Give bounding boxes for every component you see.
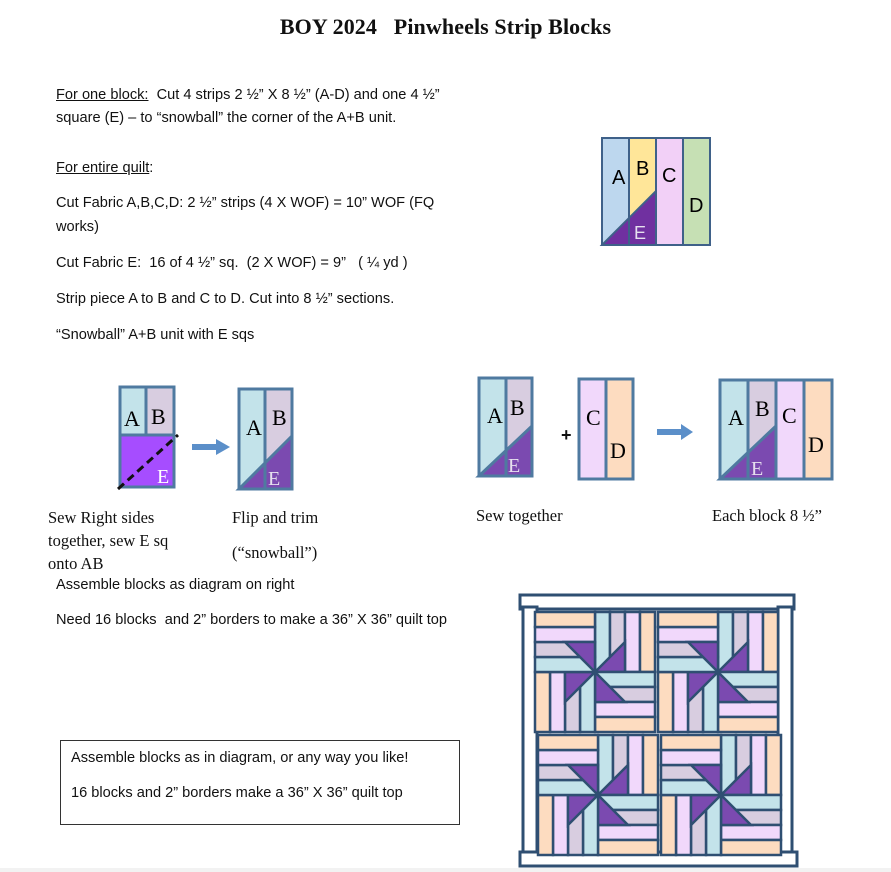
note-line2: 16 blocks and 2” borders make a 36” X 36” quilt top xyxy=(71,785,403,801)
entire-quilt-heading xyxy=(56,159,153,177)
step3-caption: Sew together xyxy=(476,506,563,525)
step2-caption-line1: Flip and trim xyxy=(232,508,319,527)
page-bottom-edge xyxy=(0,868,891,872)
step3-label-a: A xyxy=(487,403,503,428)
step1-diagram xyxy=(116,383,181,493)
step1-label-a: A xyxy=(124,406,140,431)
strip-piece-instruction: Strip piece A to B and C to D. Cut into 8 ½” sections. xyxy=(56,291,395,307)
step4-label-c: C xyxy=(782,403,797,428)
arrow-right-icon xyxy=(657,424,697,440)
step3-label-b: B xyxy=(510,395,525,420)
step1-label-b: B xyxy=(151,404,166,429)
step4-caption: Each block 8 ½” xyxy=(712,506,822,525)
page-title: BOY 2024 Pinwheels Strip Blocks xyxy=(279,14,612,39)
plus-sign: + xyxy=(561,425,572,445)
key-label-d: D xyxy=(689,195,704,217)
entire-quilt-colon: : xyxy=(149,160,154,176)
snowball-instruction: “Snowball” A+B unit with E sqs xyxy=(56,327,255,343)
fabric-key-diagram xyxy=(596,132,716,248)
one-block-instruction xyxy=(56,86,440,104)
entire-quilt-label: For entire quilt xyxy=(56,160,150,176)
step3-label-e: E xyxy=(508,455,521,477)
quilt-layout-diagram xyxy=(515,590,805,872)
step1-caption-line1: Sew Right sides xyxy=(48,508,155,527)
step1-caption-line2: together, sew E sq xyxy=(48,531,169,550)
step4-label-e: E xyxy=(751,458,764,480)
step4-label-d: D xyxy=(808,432,824,457)
step4-label-b: B xyxy=(755,396,770,421)
step1-label-e: E xyxy=(157,466,170,488)
step2-caption-line2: (“snowball”) xyxy=(232,543,318,562)
step4-label-a: A xyxy=(728,405,744,430)
step2-label-e: E xyxy=(268,468,281,490)
key-label-a: A xyxy=(612,167,626,189)
note-line1: Assemble blocks as in diagram, or any way you like! xyxy=(71,750,409,766)
step3-label-d: D xyxy=(610,438,626,463)
assembly-line1: Assemble blocks as diagram on right xyxy=(56,577,295,593)
one-block-text: Cut 4 strips 2 ½” X 8 ½” (A-D) and one 4 ½” xyxy=(148,87,440,103)
one-block-instruction-cont: square (E) – to “snowball” the corner of the A+B unit. xyxy=(56,110,397,126)
one-block-label: For one block: xyxy=(56,87,149,103)
key-label-c: C xyxy=(662,165,677,187)
step3-ab-unit-diagram xyxy=(475,374,537,482)
key-label-b: B xyxy=(636,158,650,180)
key-label-e: E xyxy=(634,223,647,243)
step4-full-block-diagram xyxy=(716,376,836,484)
note-box xyxy=(60,740,460,825)
cut-e-instruction: Cut Fabric E: 16 of 4 ½” sq. (2 X WOF) = 9” ( ¼ yd ) xyxy=(56,255,408,271)
cut-abcd-instruction: Cut Fabric A,B,C,D: 2 ½” strips (4 X WOF) = 10” WOF (FQ xyxy=(56,195,435,211)
step2-label-b: B xyxy=(272,405,287,430)
step3-cd-unit-diagram xyxy=(575,375,637,485)
assembly-line2: Need 16 blocks and 2” borders to make a 36” X 36” quilt top xyxy=(56,612,448,628)
step2-label-a: A xyxy=(246,415,262,440)
step3-label-c: C xyxy=(586,405,601,430)
arrow-right-icon xyxy=(192,438,232,456)
cut-abcd-instruction-cont: works) xyxy=(56,219,99,235)
step1-caption-line3: onto AB xyxy=(48,554,104,573)
step2-diagram xyxy=(235,385,297,495)
